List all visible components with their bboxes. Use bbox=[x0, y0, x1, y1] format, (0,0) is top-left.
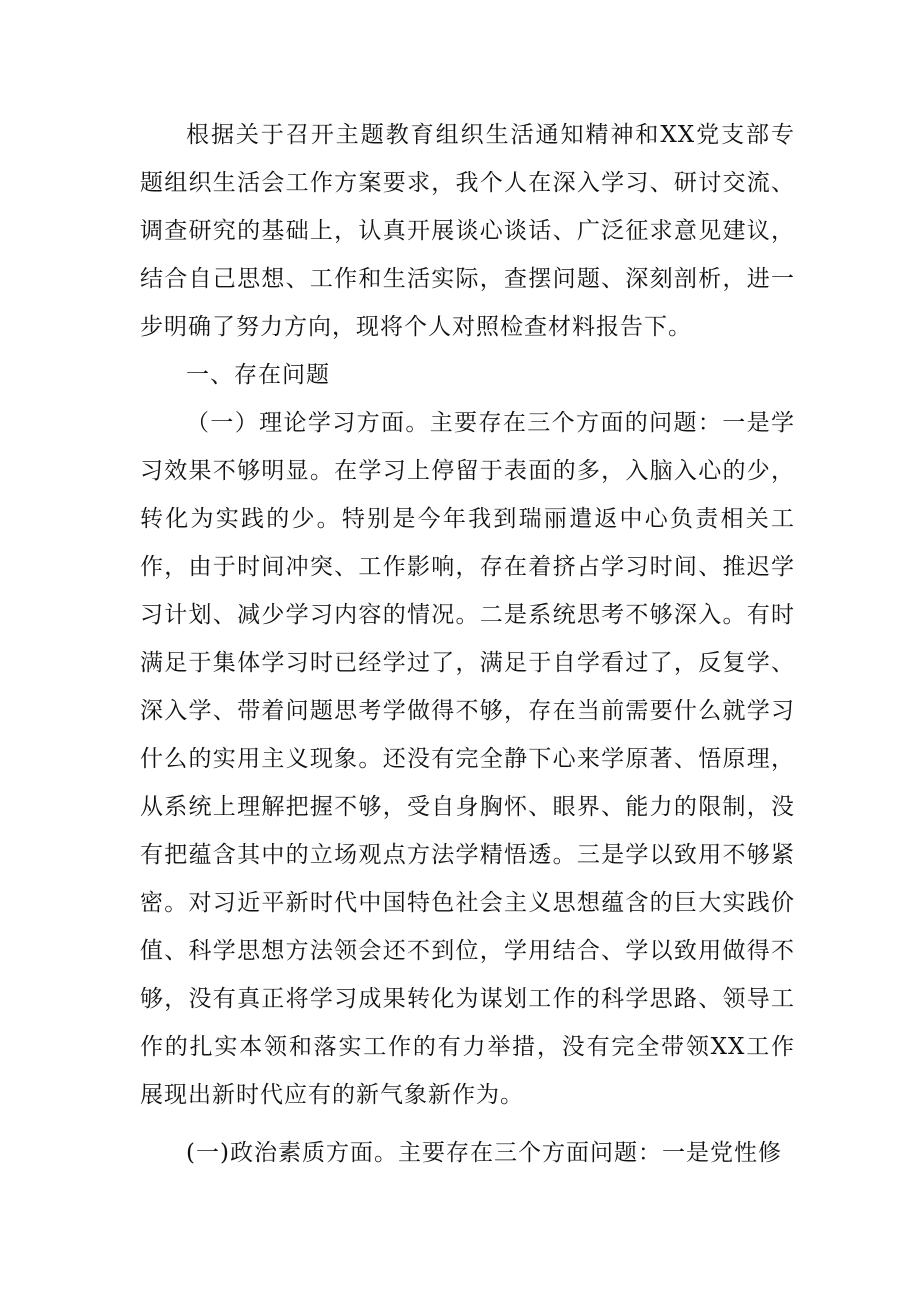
theory-study-paragraph: （一）理论学习方面。主要存在三个方面的问题：一是学习效果不够明显。在学习上停留于表面的多，入脑入心的少，转化为实践的少。特别是今年我到瑞丽遣返中心负责相关工作，由于时间冲突、工作影响，存在着挤占学习时间、推迟学习计划、减少学习内容的情况。二是系统思考不够深入。有时满足于集体学习时已经学过了，满足于自学看过了，反复学、深入学、带着问题思考学做得不够，存在当前需要什么就学习什么的实用主义现象。还没有完全静下心来学原著、悟原理，从系统上理解把握不够，受自身胸怀、眼界、能力的限制，没有把蕴含其中的立场观点方法学精悟透。三是学以致用不够紧密。对习近平新时代中国特色社会主义思想蕴含的巨大实践价值、科学思想方法领会还不到位，学用结合、学以致用做得不够，没有真正将学习成果转化为谋划工作的科学思路、领导工作的扎实本领和落实工作的有力举措，没有完全带领XX工作展现出新时代应有的新气象新作为。 bbox=[140, 410, 795, 1108]
intro-paragraph: 根据关于召开主题教育组织生活通知精神和XX党支部专题组织生活会工作方案要求，我个人在深入学习、研讨交流、调查研究的基础上，认真开展谈心谈话、广泛征求意见建议，结合自己思想、工作和生活实际，查摆问题、深刻剖析，进一步明确了努力方向，现将个人对照检查材料报告下。 bbox=[140, 122, 795, 340]
political-quality-paragraph: (一)政治素质方面。主要存在三个方面问题：一是党性修 bbox=[186, 1140, 782, 1166]
document-body bbox=[140, 111, 795, 1177]
section-heading-problems: 一、存在问题 bbox=[186, 362, 330, 388]
